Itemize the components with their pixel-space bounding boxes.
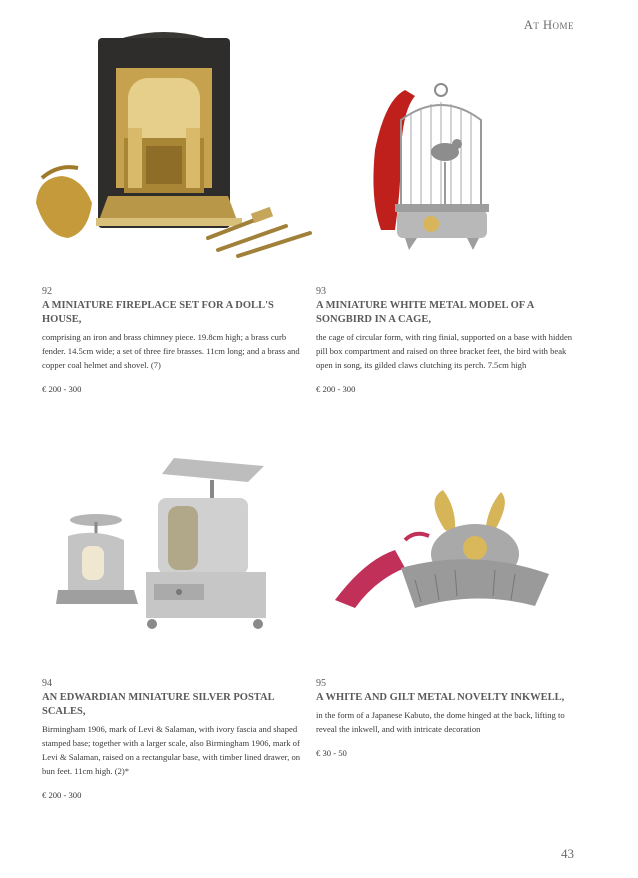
lot-title: A MINIATURE WHITE METAL MODEL OF A SONGBIRD IN A CAGE, <box>316 300 534 325</box>
lot-title: AN EDWARDIAN MINIATURE SILVER POSTAL SCALES, <box>42 692 275 717</box>
lot-95 <box>316 678 584 758</box>
lot-description: in the form of a Japanese Kabuto, the dome hinged at the back, lifting to reveal the inkwell, and with intricate decoration <box>316 710 565 734</box>
lot-description: comprising an iron and brass chimney piece. 19.8cm high; a brass curb fender. 14.5cm wide; a set of three fire brasses. 11cm long; and a brass and copper coal helmet and shovel. (7) <box>42 332 300 370</box>
section-header: At Home <box>523 18 574 32</box>
postal-scales-photo <box>52 450 272 640</box>
songbird-cage-photo <box>345 80 525 260</box>
page-number: 43 <box>561 846 574 861</box>
lot-number: 95 <box>316 678 326 689</box>
lot-estimate: € 200 - 300 <box>42 384 82 394</box>
lot-number: 93 <box>316 286 326 297</box>
lot-description: Birmingham 1906, mark of Levi & Salaman, with ivory fascia and shaped stamped base; together with a larger scale, also Birmingham 1906, mark of Levi & Salaman, raised on a rectangular base, with timber lined drawer, on bun feet. 11cm high. (2)* <box>42 724 301 776</box>
lot-description: the cage of circular form, with ring finial, supported on a base with hidden pill box compartment and raised on three bracket feet, the bird with beak open in song, its gilded claws clutching its perch. 7.5cm high <box>316 332 573 370</box>
lot-estimate: € 200 - 300 <box>42 790 82 800</box>
lot-number: 94 <box>42 678 52 689</box>
kabuto-inkwell-photo <box>325 490 555 620</box>
lot-93 <box>316 286 584 394</box>
lot-94 <box>42 678 308 800</box>
lot-estimate: € 30 - 50 <box>316 748 347 758</box>
fireplace-set-photo <box>28 28 318 268</box>
lot-number: 92 <box>42 286 52 297</box>
lot-92 <box>42 286 304 394</box>
lot-estimate: € 200 - 300 <box>316 384 356 394</box>
lot-title: A MINIATURE FIREPLACE SET FOR A DOLL'S HOUSE, <box>42 300 274 325</box>
lot-title: A WHITE AND GILT METAL NOVELTY INKWELL, <box>316 692 565 703</box>
